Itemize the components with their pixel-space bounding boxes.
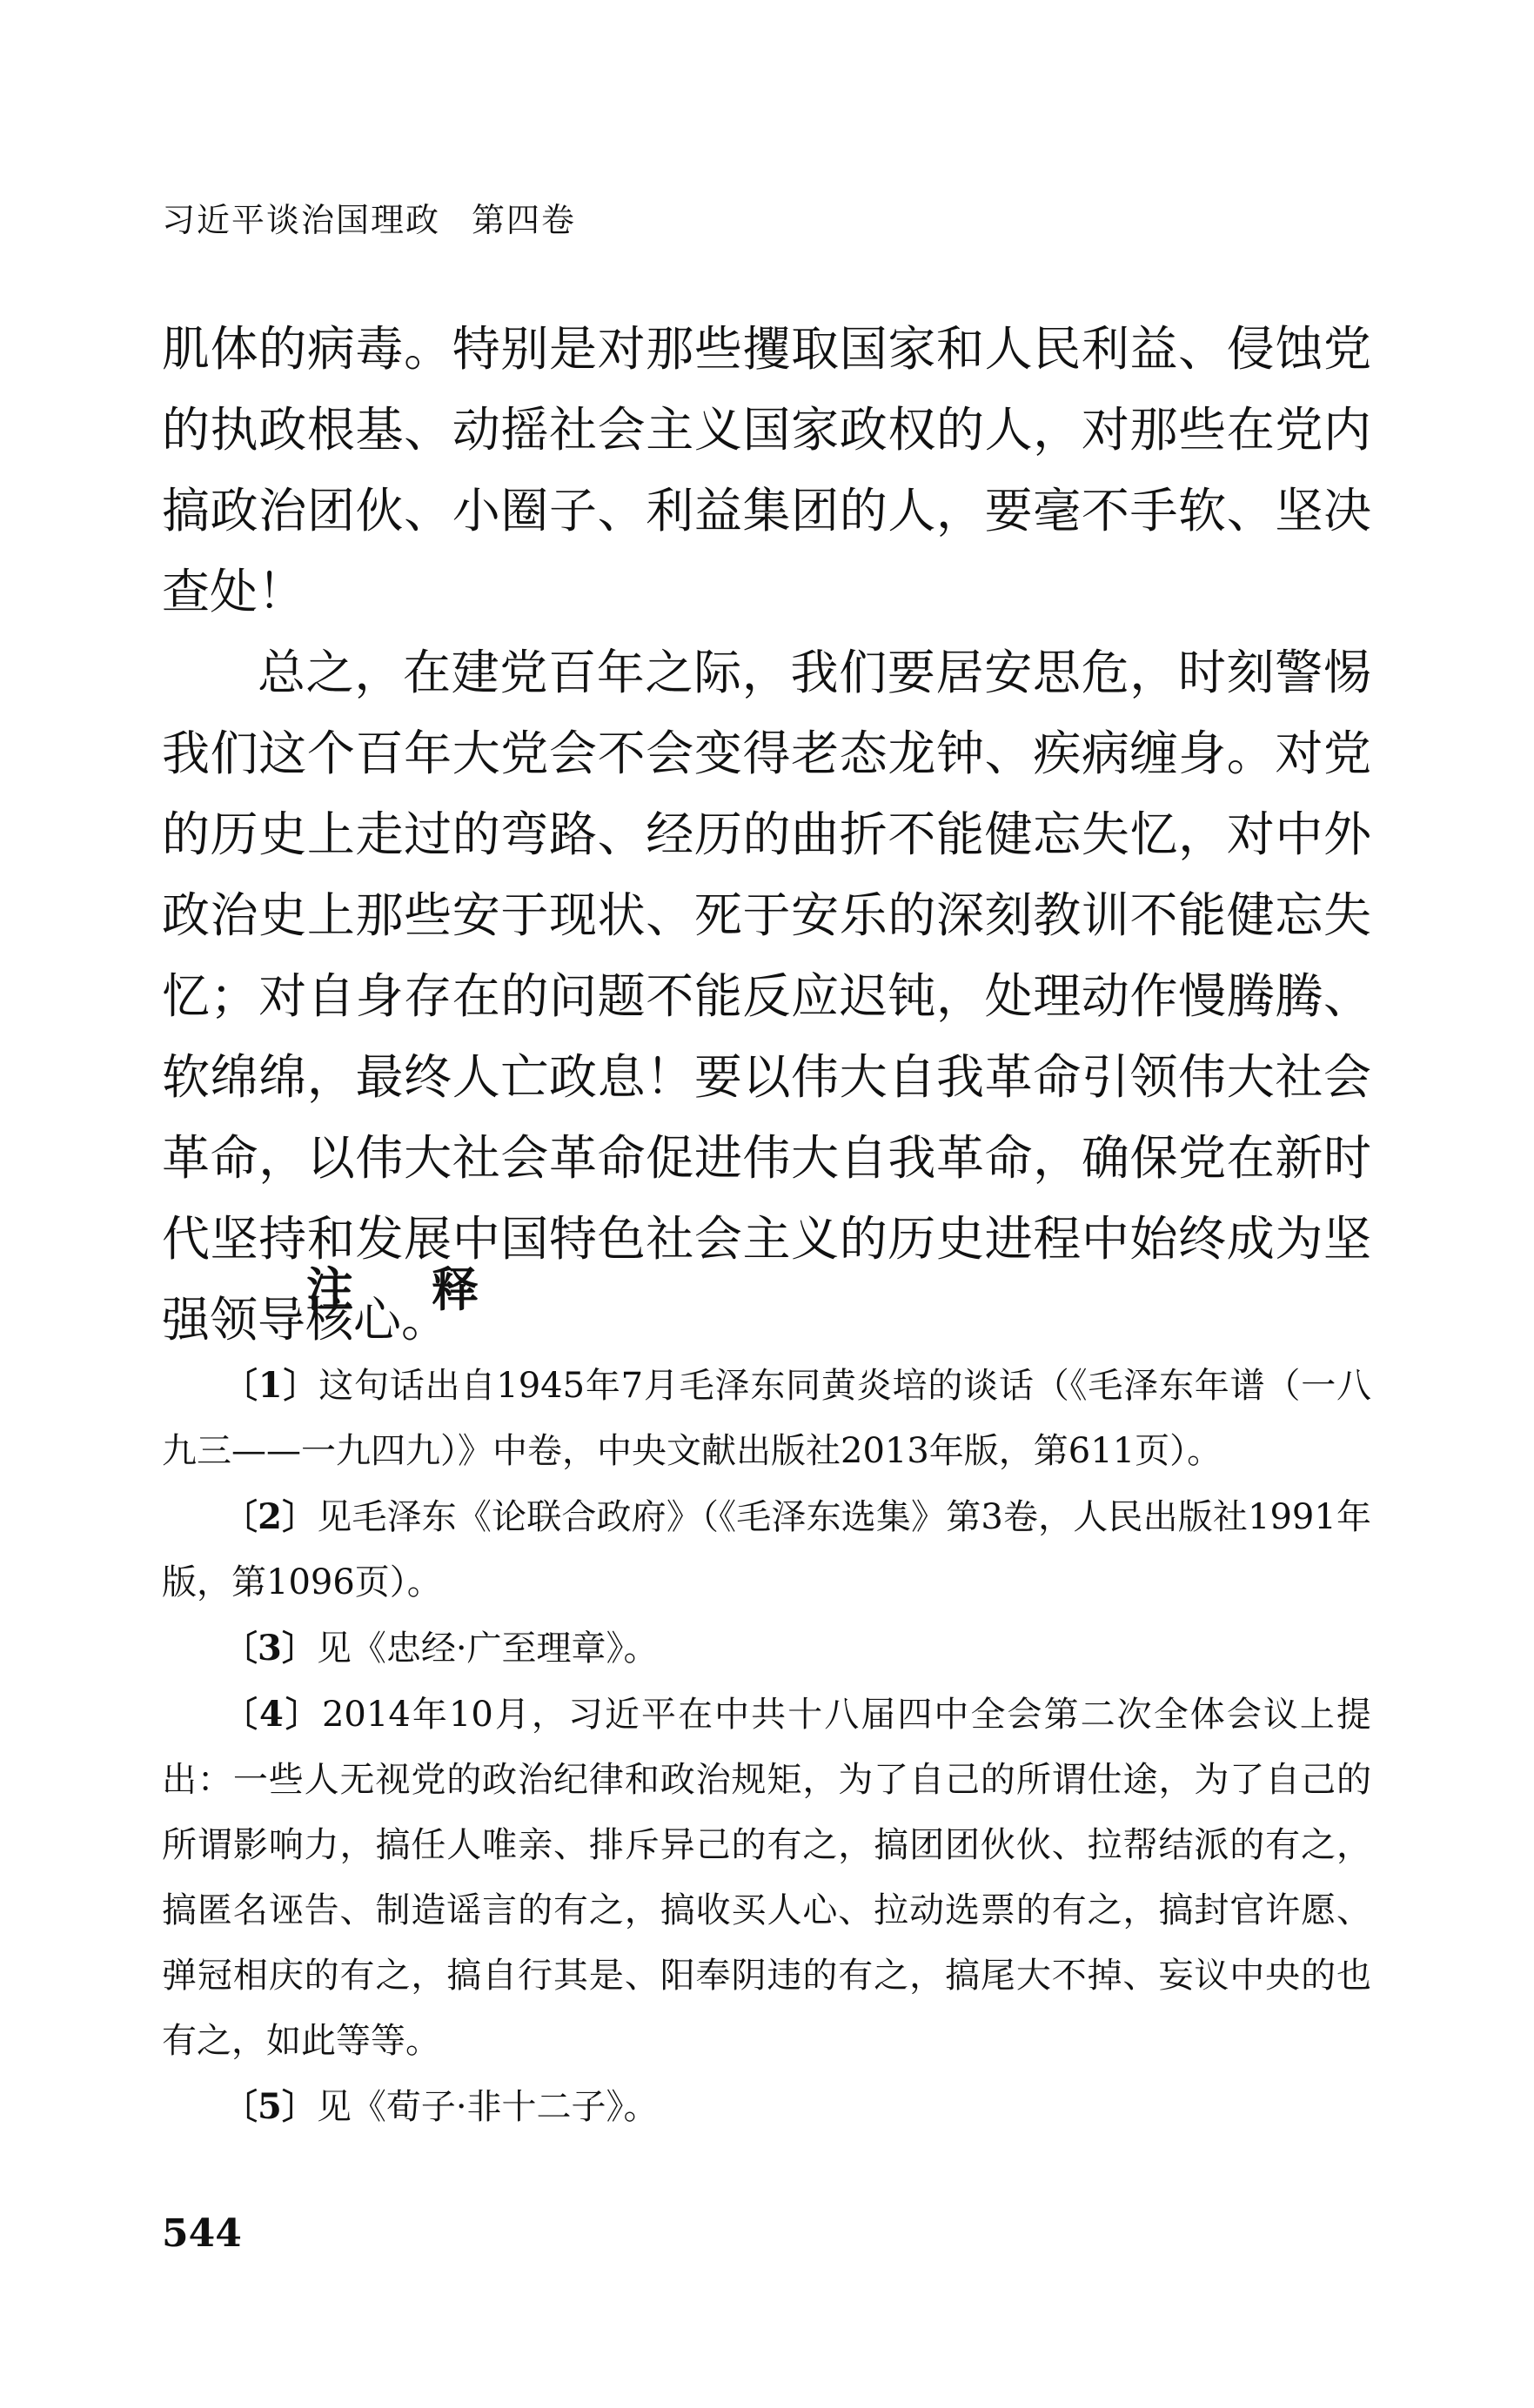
main-body-text	[162, 309, 1371, 1361]
note-number: 〔2〕	[223, 1496, 318, 1537]
paragraph: 总之，在建党百年之际，我们要居安思危，时刻警惕我们这个百年大党会不会变得老态龙钟、疾病缠身。对党的历史上走过的弯路、经历的曲折不能健忘失忆，对中外政治史上那些安于现状、死于安乐的深刻教训不能健忘失忆；对自身存在的问题不能反应迟钝，处理动作慢腾腾、软绵绵，最终人亡政息！要以伟大自我革命引领伟大社会革命，以伟大社会革命促进伟大自我革命，确保党在新时代坚持和发展中国特色社会主义的历史进程中始终成为坚强领导核心。	[162, 645, 1371, 1348]
note-text: 这句话出自1945年7月毛泽东同黄炎培的谈话（《毛泽东年谱（一八九三——一九四九）》中卷，中央文献出版社2013年版，第611页）。	[162, 1366, 1371, 1471]
note-text: 见毛泽东《论联合政府》（《毛泽东选集》第3卷，人民出版社1991年版，第1096页）。	[162, 1497, 1371, 1602]
paragraph: 肌体的病毒。特别是对那些攫取国家和人民利益、侵蚀党的执政根基、动摇社会主义国家政权的人，对那些在党内搞政治团伙、小圈子、利益集团的人，要毫不手软、坚决查处！	[162, 321, 1371, 619]
page-number: 544	[162, 2211, 242, 2256]
note-number: 〔5〕	[223, 2086, 317, 2127]
note-item	[162, 1682, 1371, 2074]
notes-heading: 注释	[306, 1262, 557, 1317]
note-item	[162, 2074, 1371, 2140]
book-title: 习近平谈治国理政	[162, 201, 441, 239]
note-text: 2014年10月，习近平在中共十八届四中全会第二次全体会议上提出：一些人无视党的政治纪律和政治规矩，为了自己的所谓仕途，为了自己的所谓影响力，搞任人唯亲、排斥异己的有之，搞团团伙伙、拉帮结派的有之，搞匿名诬告、制造谣言的有之，搞收买人心、拉动选票的有之，搞封官许愿、弹冠相庆的有之，搞自行其是、阳奉阴违的有之，搞尾大不掉、妄议中央的也有之，如此等等。	[162, 1695, 1371, 2061]
note-text: 见《忠经·广至理章》。	[316, 1629, 659, 1669]
note-text: 见《荀子·非十二子》。	[316, 2087, 659, 2127]
volume-label: 第四卷	[472, 201, 577, 239]
note-item	[162, 1615, 1371, 1682]
note-item	[162, 1353, 1371, 1484]
note-number: 〔4〕	[223, 1694, 322, 1735]
notes-list	[162, 1353, 1371, 2140]
running-header	[162, 193, 576, 241]
note-number: 〔1〕	[223, 1365, 319, 1406]
note-item	[162, 1484, 1371, 1615]
note-number: 〔3〕	[223, 1628, 317, 1669]
